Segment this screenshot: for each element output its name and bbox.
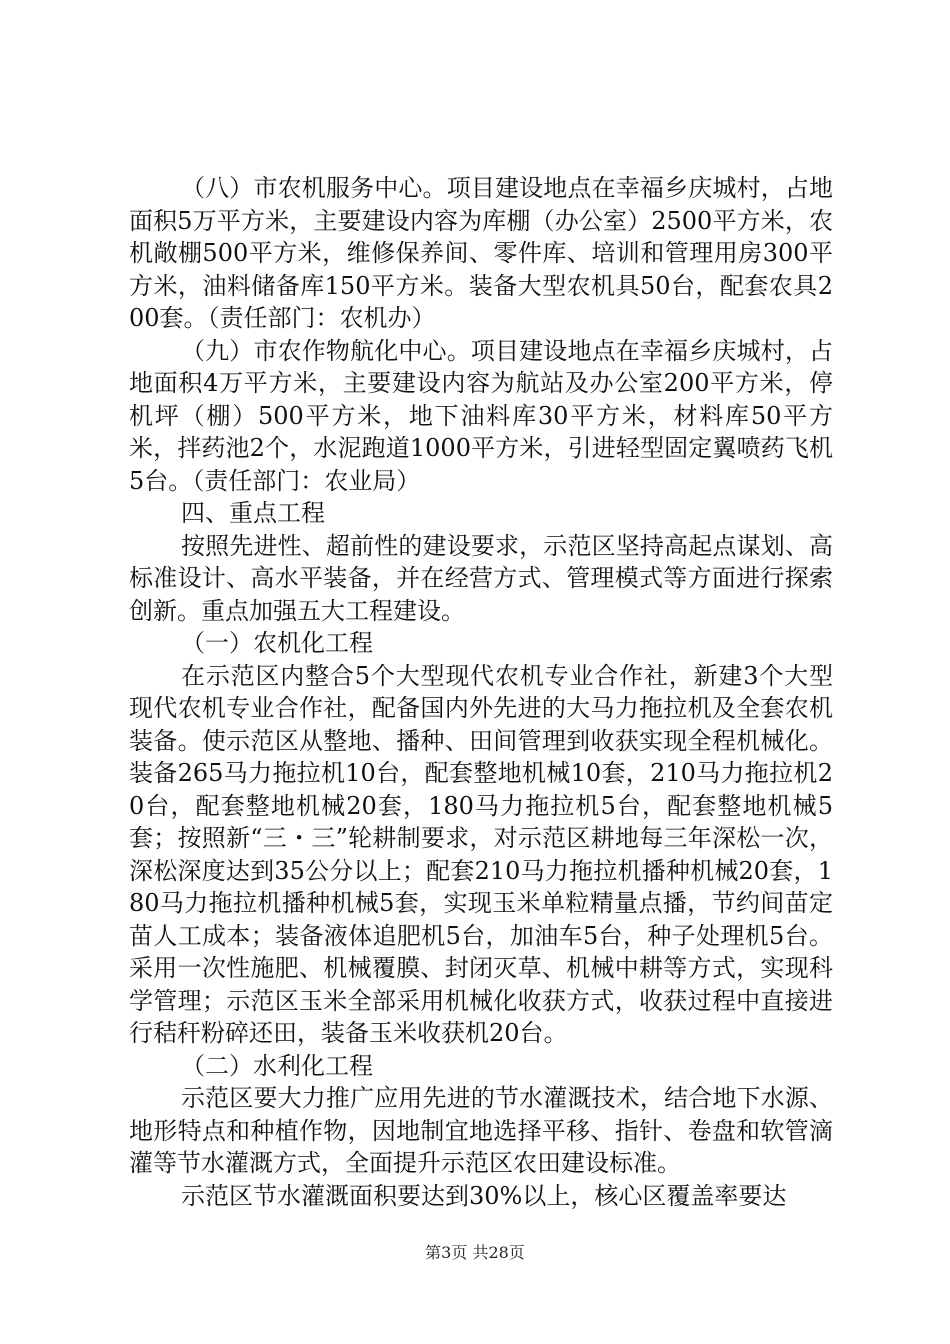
paragraph-irrigation-coverage: 示范区节水灌溉面积要达到30%以上，核心区覆盖率要达 xyxy=(181,1181,787,1210)
paragraph-aviation-center: （九）市农作物航化中心。项目建设地点在幸福乡庆城村，占地面积4万平方米，主要建设内容为航站及办公室200平方米，停机坪（棚）500平方米，地下油料库30平方米，材料库50平方米，拌药池2个，水泥跑道1000平方米，引进轻型固定翼喷药飞机5台。（责任部门：农业局） xyxy=(129,336,833,495)
subheading-irrigation: （二）水利化工程 xyxy=(181,1051,373,1080)
section-heading-key-projects: 四、重点工程 xyxy=(181,499,325,527)
document-body xyxy=(129,172,833,1212)
page-number-footer: 第3页 共28页 xyxy=(425,1243,525,1262)
paragraph-irrigation: 示范区要大力推广应用先进的节水灌溉技术，结合地下水源、地形特点和种植作物，因地制宜地选择平移、指针、卷盘和软管滴灌等节水灌溉方式，全面提升示范区农田建设标准。 xyxy=(129,1084,833,1177)
paragraph-key-projects-intro: 按照先进性、超前性的建设要求，示范区坚持高起点谋划、高标准设计、高水平装备，并在经营方式、管理模式等方面进行探索创新。重点加强五大工程建设。 xyxy=(129,531,833,625)
paragraph-mechanization: 在示范区内整合5个大型现代农机专业合作社，新建3个大型现代农机专业合作社，配备国内外先进的大马力拖拉机及全套农机装备。使示范区从整地、播种、田间管理到收获实现全程机械化。装备265马力拖拉机10台，配套整地机械10套，210马力拖拉机20台，配套整地机械20套，180马力拖拉机5台，配套整地机械5套；按照新“三・三”轮耕制要求，对示范区耕地每三年深松一次，深松深度达到35公分以上；配套210马力拖拉机播种机械20套，180马力拖拉机播种机械5套，实现玉米单粒精量点播，节约间苗定苗人工成本；装备液体追肥机5台，加油车5台，种子处理机5台。采用一次性施肥、机械覆膜、封闭灭草、机械中耕等方式，实现科学管理；示范区玉米全部采用机械化收获方式，收获过程中直接进行秸秆粉碎还田，装备玉米收获机20台。 xyxy=(129,661,833,1047)
subheading-mechanization: （一）农机化工程 xyxy=(181,629,373,657)
paragraph-agri-machinery-center: （八）市农机服务中心。项目建设地点在幸福乡庆城村，占地面积5万平方米，主要建设内容为库棚（办公室）2500平方米，农机敞棚500平方米，维修保养间、零件库、培训和管理用房300平方米，油料储备库150平方米。装备大型农机具50台，配套农具200套。（责任部门：农机办） xyxy=(129,174,833,332)
